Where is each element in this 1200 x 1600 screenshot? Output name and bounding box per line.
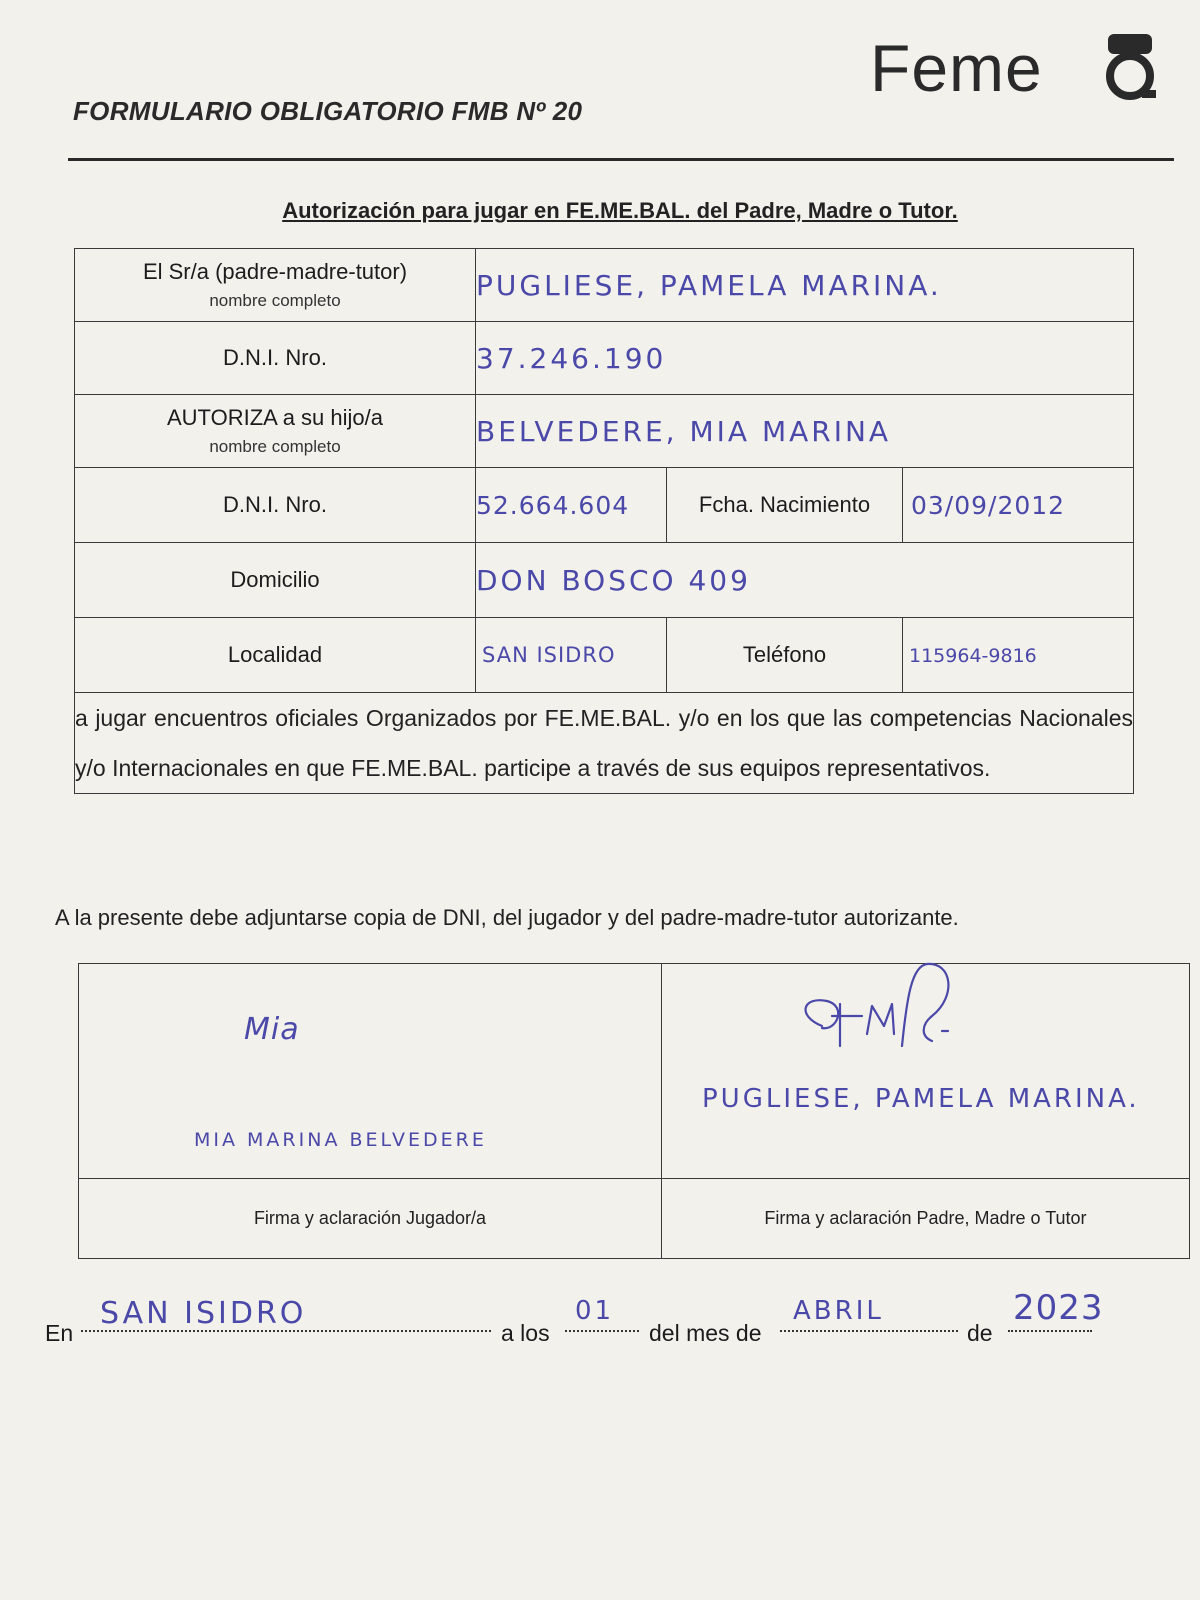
- child-name-value: BELVEDERE, MIA MARINA: [476, 414, 892, 448]
- phone-cell[interactable]: [903, 618, 1134, 693]
- month-dotted-line: [780, 1330, 958, 1332]
- child-dni-label: D.N.I. Nro.: [75, 468, 476, 543]
- player-signature-cell[interactable]: [79, 964, 662, 1179]
- place-date-line: [45, 1288, 1125, 1350]
- authorization-text: a jugar encuentros oficiales Organizados por FE.ME.BAL. y/o en los que las competencias Nacionales y/o Internacionales en que FE.ME.BAL. participe a través de sus equipos representativos.: [75, 693, 1134, 794]
- child-name-cell[interactable]: [476, 395, 1134, 468]
- form-code: FORMULARIO OBLIGATORIO FMB Nº 20: [73, 96, 583, 126]
- birth-date-cell[interactable]: [903, 468, 1134, 543]
- guardian-label: El Sr/a (padre-madre-tutor): [142, 259, 408, 284]
- guardian-dni-value: 37.246.190: [476, 341, 667, 375]
- locality-value: SAN ISIDRO: [482, 643, 616, 667]
- child-dni-value: 52.664.604: [476, 490, 630, 520]
- day-dotted-line: [565, 1330, 639, 1332]
- phone-label: Teléfono: [667, 618, 903, 693]
- signature-table: [78, 963, 1190, 1259]
- guardian-label-cell: [75, 249, 476, 322]
- header-rule: [68, 158, 1174, 161]
- month-value[interactable]: ABRIL: [793, 1296, 884, 1326]
- guardian-signature-cell[interactable]: [662, 964, 1190, 1179]
- child-dni-cell[interactable]: [476, 468, 667, 543]
- en-label: En: [45, 1320, 74, 1346]
- locality-cell[interactable]: [476, 618, 667, 693]
- locality-label: Localidad: [75, 618, 476, 693]
- form-title: Autorización para jugar en FE.ME.BAL. del Padre, Madre o Tutor.: [282, 198, 958, 223]
- birth-date-label: Fcha. Nacimiento: [667, 468, 903, 543]
- child-label: AUTORIZA a su hijo/a: [166, 405, 383, 430]
- birth-date-value: 03/09/2012: [911, 490, 1066, 520]
- attachment-note: A la presente debe adjuntarse copia de DNI, del jugador y del padre-madre-tutor autorizante.: [55, 905, 959, 930]
- player-signature: Mia: [244, 1012, 300, 1047]
- logo-emblem-icon: [1102, 32, 1158, 102]
- guardian-dni-cell[interactable]: [476, 322, 1134, 395]
- guardian-name-value: PUGLIESE, PAMELA MARINA.: [476, 268, 942, 302]
- guardian-dni-label: D.N.I. Nro.: [75, 322, 476, 395]
- year-value[interactable]: 2023: [1013, 1288, 1104, 1328]
- address-cell[interactable]: [476, 543, 1134, 618]
- place-value[interactable]: SAN ISIDRO: [100, 1296, 307, 1331]
- player-signature-caption: Firma y aclaración Jugador/a: [79, 1179, 662, 1259]
- child-sublabel: nombre completo: [209, 437, 341, 456]
- guardian-signature: [792, 956, 972, 1066]
- year-dotted-line: [1008, 1330, 1092, 1332]
- player-printed-name: MIA MARINA BELVEDERE: [194, 1129, 487, 1151]
- child-label-cell: [75, 395, 476, 468]
- guardian-printed-name: PUGLIESE, PAMELA MARINA.: [702, 1084, 1140, 1114]
- femebal-logo: Feme: [870, 30, 1170, 106]
- day-value[interactable]: 01: [575, 1296, 615, 1326]
- phone-value: 115964-9816: [909, 645, 1037, 667]
- address-label: Domicilio: [75, 543, 476, 618]
- guardian-name-cell[interactable]: [476, 249, 1134, 322]
- guardian-sublabel: nombre completo: [209, 291, 341, 310]
- de-label: de: [967, 1320, 993, 1346]
- address-value: DON BOSCO 409: [476, 563, 751, 597]
- authorization-table: [74, 248, 1134, 794]
- guardian-signature-caption: Firma y aclaración Padre, Madre o Tutor: [662, 1179, 1190, 1259]
- a-los-label: a los: [501, 1320, 550, 1346]
- mes-label: del mes de: [649, 1320, 762, 1346]
